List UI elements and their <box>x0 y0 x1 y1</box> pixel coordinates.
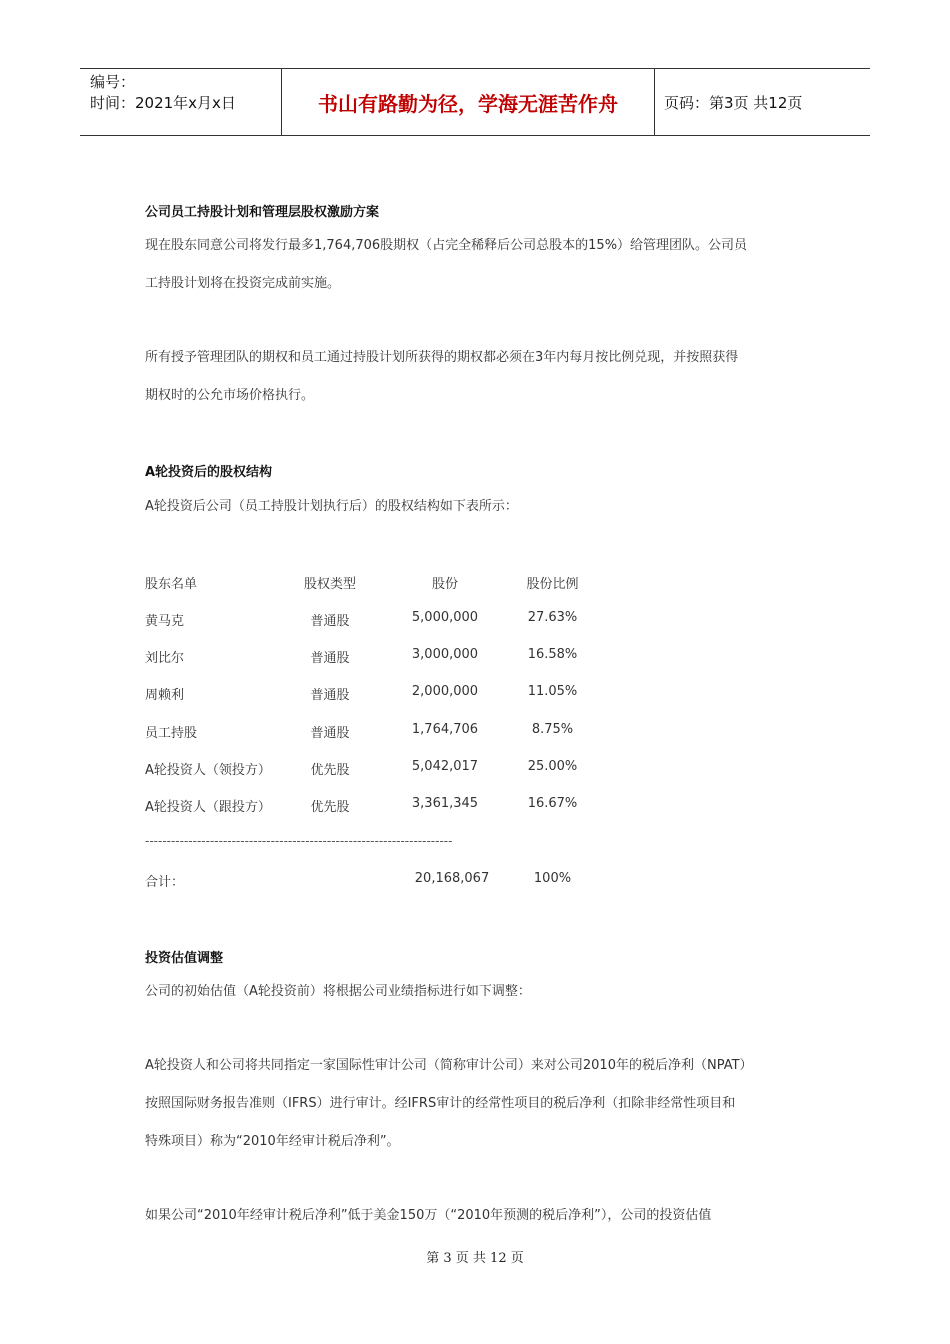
section-heading-cap-table: A轮投资后的股权结构 <box>145 465 273 480</box>
section-heading-esop: 公司员工持股计划和管理层股权激励方案 <box>145 205 380 220</box>
cell-shareholder: 黄马克 <box>145 614 185 629</box>
paragraph-cap-intro <box>145 488 815 526</box>
header-divider <box>654 69 655 135</box>
cell-percent: 11.05% <box>527 684 578 699</box>
cell-shareholder: A轮投资人（领投方） <box>145 763 271 778</box>
text-line: 公司的初始估值（A轮投资前）将根据公司业绩指标进行如下调整： <box>145 984 531 999</box>
cell-type: 优先股 <box>310 800 350 815</box>
text-line: 如果公司“2010年经审计税后净利”低于美金150万（“2010年预测的税后净利”），公司的投资估值 <box>145 1208 712 1223</box>
document-date: 时间：2021年x月x日 <box>90 94 236 112</box>
cell-shares: 2,000,000 <box>411 684 479 699</box>
cell-percent: 27.63% <box>527 610 578 625</box>
text-line: 特殊项目）称为“2010年经审计税后净利”。 <box>145 1134 400 1149</box>
cell-shares: 3,361,345 <box>411 796 479 811</box>
page-footer: 第 3 页 共 12 页 <box>426 1251 524 1266</box>
paragraph-esop-1 <box>145 227 815 303</box>
cell-shareholder: 刘比尔 <box>145 651 185 666</box>
cell-shareholder: 周赖利 <box>145 688 185 703</box>
text-line: 所有授予管理团队的期权和员工通过持股计划所获得的期权都必须在3年内每月按比例兑现，并按照获得 <box>145 350 739 365</box>
cell-percent: 16.67% <box>527 796 578 811</box>
cell-shares: 1,764,706 <box>411 722 479 737</box>
paragraph-valuation-2 <box>145 1197 815 1235</box>
cell-percent: 16.58% <box>527 647 578 662</box>
table-divider: ----------------------------------------------------------------------- <box>145 834 453 848</box>
cell-shares: 5,042,017 <box>411 759 479 774</box>
header-page-info: 页码：第3页 共12页 <box>664 93 803 112</box>
cell-shareholder: 员工持股 <box>145 726 198 741</box>
section-heading-valuation: 投资估值调整 <box>145 951 224 966</box>
text-line: A轮投资人和公司将共同指定一家国际性审计公司（简称审计公司）来对公司2010年的税后净利（NPAT） <box>145 1058 753 1073</box>
total-shares: 20,168,067 <box>414 871 490 886</box>
total-percent: 100% <box>533 871 572 886</box>
header-meta <box>90 72 236 114</box>
text-line: 期权时的公允市场价格执行。 <box>145 388 315 403</box>
cell-percent: 8.75% <box>531 722 574 737</box>
table-header-type: 股权类型 <box>303 577 356 592</box>
cell-type: 优先股 <box>310 763 350 778</box>
page-header <box>80 68 870 136</box>
paragraph-esop-2 <box>145 339 815 415</box>
table-header-percent: 股份比例 <box>526 577 579 592</box>
cell-type: 普通股 <box>310 726 350 741</box>
paragraph-valuation-1 <box>145 1047 815 1161</box>
cell-shareholder: A轮投资人（跟投方） <box>145 800 271 815</box>
paragraph-valuation-intro <box>145 973 815 1011</box>
cell-percent: 25.00% <box>527 759 578 774</box>
text-line: 工持股计划将在投资完成前实施。 <box>145 276 341 291</box>
text-line: A轮投资后公司（员工持股计划执行后）的股权结构如下表所示： <box>145 499 518 514</box>
cell-shares: 3,000,000 <box>411 647 479 662</box>
cell-type: 普通股 <box>310 688 350 703</box>
text-line: 按照国际财务报告准则（IFRS）进行审计。经IFRS审计的经常性项目的税后净利（扣除非经常性项目和 <box>145 1096 736 1111</box>
document-number: 编号： <box>90 73 136 91</box>
table-header-shares: 股份 <box>431 577 458 592</box>
header-motto: 书山有路勤为径，学海无涯苦作舟 <box>318 91 618 116</box>
text-line: 现在股东同意公司将发行最多1,764,706股期权（占完全稀释后公司总股本的15%）给管理团队。公司员 <box>145 238 748 253</box>
cell-type: 普通股 <box>310 651 350 666</box>
table-header-shareholder: 股东名单 <box>145 577 198 592</box>
cell-type: 普通股 <box>310 614 350 629</box>
cell-shares: 5,000,000 <box>411 610 479 625</box>
total-label: 合计： <box>145 875 185 890</box>
